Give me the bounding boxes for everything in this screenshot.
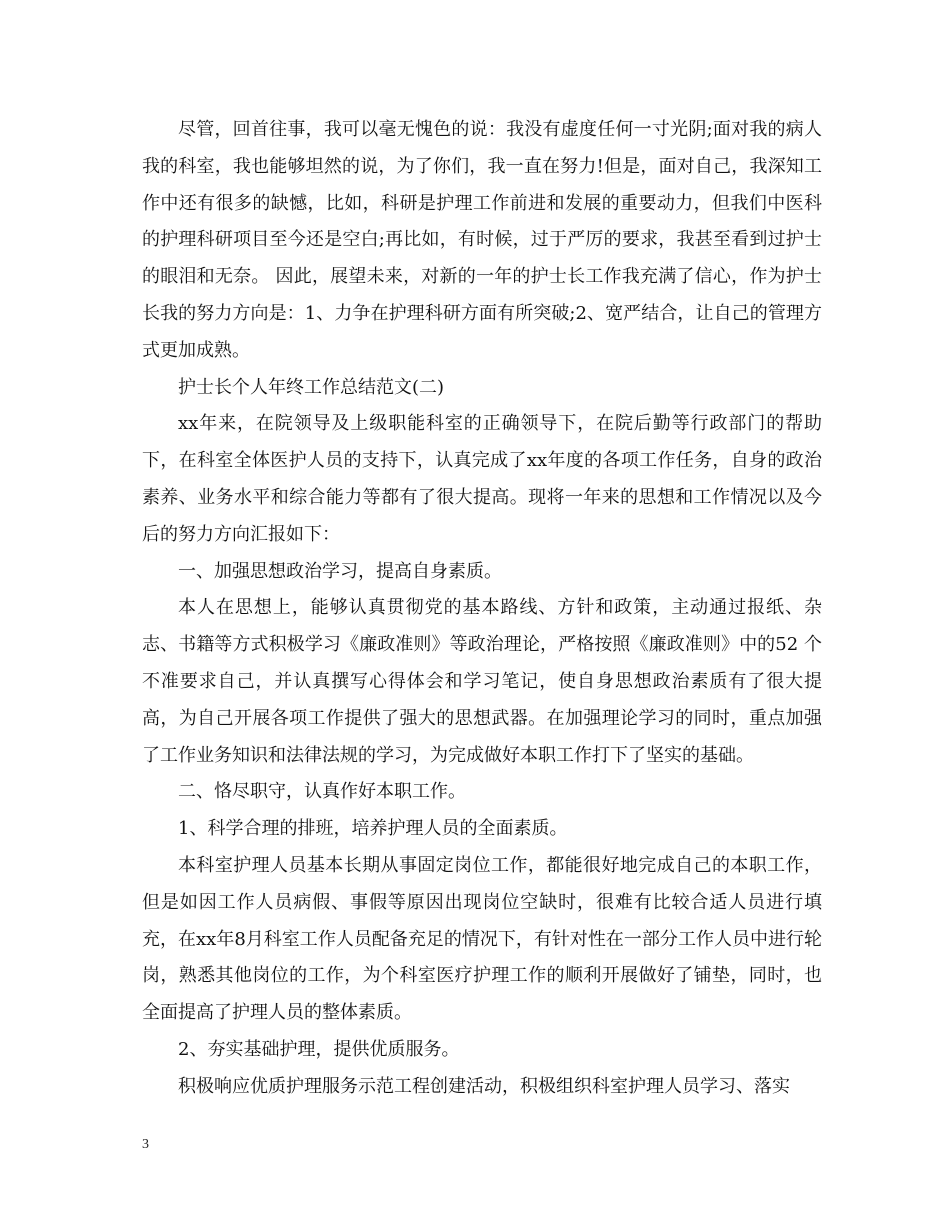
section-heading: 二、恪尽职守，认真作好本职工作。: [178, 781, 466, 803]
paragraph: xx年来，在院领导及上级职能科室的正确领导下，在院后勤等行政部门的帮助下，在科室全体医护人员的支持下，认真完成了xx年度的各项工作任务，自身的政治素养、业务水平和综合能力等都有了很大提高。现将一年来的思想和工作情况以及今后的努力方向汇报如下：: [142, 413, 822, 545]
paragraph: 本人在思想上，能够认真贯彻党的基本路线、方针和政策，主动通过报纸、杂志、书籍等方式积极学习《廉政准则》等政治理论，严格按照《廉政准则》中的52 个 不准要求自己，并认真撰写心得体会和学习笔记，使自身思想政治素质有了很大提高，为自己开展各项工作提供了强大的思想武器。在加强理论学习的同时，重点加强了工作业务知识和法律法规的学习，为完成做好本职工作打下了坚实的基础。: [142, 597, 822, 766]
paragraph: 积极响应优质护理服务示范工程创建活动，积极组织科室护理人员学习、落实: [178, 1075, 790, 1097]
subsection-heading: 1、科学合理的排班，培养护理人员的全面素质。: [178, 818, 568, 840]
paragraph: 尽管，回首往事，我可以毫无愧色的说：我没有虚度任何一寸光阴;面对我的病人我的科室，我也能够坦然的说，为了你们，我一直在努力!但是，面对自己，我深知工作中还有很多的缺憾，比如，科研是护理工作前进和发展的重要动力，但我们中医科的护理科研项目至今还是空白;再比如，有时候，过于严厉的要求，我甚至看到过护士的眼泪和无奈。 因此，展望未来，对新的一年的护士长工作我充满了信心，作为护士长我的努力方向是：1、力争在护理科研方面有所突破;2、宽严结合，让自己的管理方式更加成熟。: [142, 119, 822, 361]
page-number: 3: [142, 1137, 149, 1152]
subsection-heading: 2、夯实基础护理，提供优质服务。: [178, 1038, 460, 1060]
document-body: [142, 112, 822, 1106]
section-title: 护士长个人年终工作总结范文(二): [178, 376, 445, 398]
paragraph: 本科室护理人员基本长期从事固定岗位工作，都能很好地完成自己的本职工作，但是如因工作人员病假、事假等原因出现岗位空缺时，很难有比较合适人员进行填充，在xx年8月科室工作人员配备充足的情况下，有针对性在一部分工作人员中进行轮岗，熟悉其他岗位的工作，为个科室医疗护理工作的顺利开展做好了铺垫，同时，也全面提高了护理人员的整体素质。: [142, 854, 822, 1024]
section-heading: 一、加强思想政治学习，提高自身素质。: [178, 560, 502, 582]
